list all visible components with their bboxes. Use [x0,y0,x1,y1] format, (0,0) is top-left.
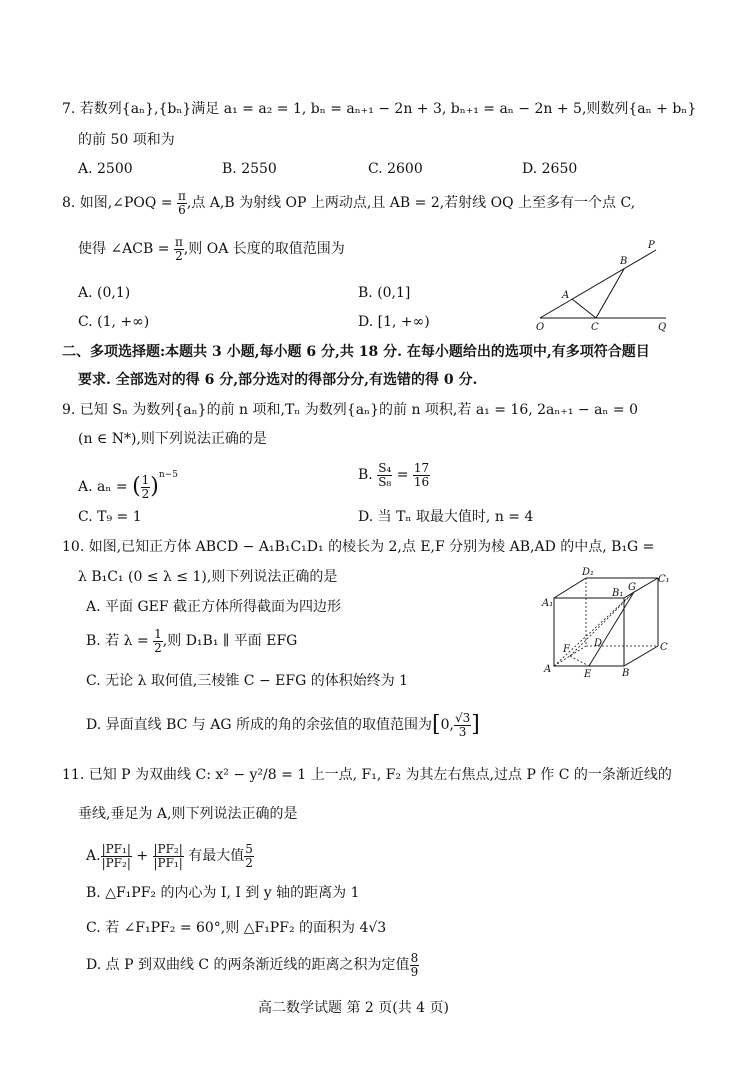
q8-stem-start: 8. 如图,∠POQ = [62,195,173,212]
q11-option-d [86,950,419,980]
edge-a1d1 [554,578,586,598]
q11-a-f2-numerator: |PF₂| [153,841,183,856]
label-q: Q [658,322,667,332]
q7-option-b: B. 2550 [222,161,277,177]
q7-stem-line1: 7. 若数列{aₙ},{bₙ}满足 a₁ = a₂ = 1, bₙ = aₙ₊₁ − 2n + 3, bₙ₊₁ = aₙ − 2n + 5,则数列{aₙ + bₙ} [62,101,697,117]
q9-b-left-numerator: S₄ [378,460,392,475]
q9-option-a-fraction [141,474,151,500]
label-a: A [544,664,552,675]
label-b1: B₁ [612,588,624,599]
q11-a-max-denominator: 2 [245,855,253,870]
q9-a-numerator: 1 [141,472,150,487]
q9-a-denominator: 2 [141,486,150,501]
q9-b-left-fraction [377,462,392,488]
q10-option-d [86,710,480,740]
q11-a-max-numerator: 5 [245,841,253,856]
line-eg [589,592,634,666]
label-c1: C₁ [658,574,670,585]
q8-figure [528,236,678,332]
q9-option-c: C. T₉ = 1 [78,509,142,525]
q10-d-fraction [454,712,471,738]
q10-d-denominator: 3 [458,724,467,739]
q11-d-fraction [410,952,420,978]
segment-bc [596,269,624,318]
q10-d-right-bracket: ] [471,712,480,737]
q8-stem2-start: 使得 ∠ACB = [78,241,170,258]
q8-right-numerator: π [174,235,183,249]
label-c: C [660,642,668,653]
cube-front-face [554,598,624,666]
section2-heading-line1: 二、多项选择题:本题共 3 小题,每小题 6 分,共 18 分. 在每小题给出的选项中,有多项符合题目 [62,344,650,360]
q10-b-start: B. 若 λ = [86,633,149,650]
q10-d-zero: 0, [440,717,454,733]
q8-right-angle-fraction [174,236,184,262]
q10-b-rest: ,则 D₁B₁ ∥ 平面 EFG [162,633,298,650]
q11-a-plus: + [136,848,149,864]
q11-a-text: 有最大值 [188,848,245,864]
q9-a-exponent: n−5 [158,470,178,480]
label-a: A [562,290,570,301]
label-f: F [563,644,570,655]
q8-stem2-rest: ,则 OA 长度的取值范围为 [183,241,345,258]
label-g: G [628,582,636,593]
line-ef [570,656,589,666]
q8-stem-line2 [78,236,345,262]
q10-b-denominator: 2 [154,640,162,655]
section2-heading-line2: 要求. 全部选对的得 6 分,部分选对的得部分分,有选错的得 0 分. [78,372,478,388]
q7-stem-line2: 的前 50 项和为 [78,132,175,148]
label-c: C [591,322,599,332]
q11-a-f1-numerator: |PF₁| [101,841,131,856]
q9-b-right-fraction [413,462,430,488]
q9-b-right-denominator: 16 [413,474,430,489]
q10-option-c: C. 无论 λ 取何值,三棱锥 C − EFG 的体积始终为 1 [86,673,409,689]
q10-cube-figure [540,566,675,678]
q11-d-denominator: 9 [410,964,419,979]
label-o: O [536,322,545,332]
q11-stem-line1: 11. 已知 P 为双曲线 C: x² − y²/8 = 1 上一点, F₁, F₂ 为其左右焦点,过点 P 作 C 的一条渐近线的 [62,767,672,783]
label-e: E [584,669,592,678]
q11-option-b: B. △F₁PF₂ 的内心为 I, I 到 y 轴的距离为 1 [86,885,360,901]
q11-option-c: C. 若 ∠F₁PF₂ = 60°,则 △F₁PF₂ 的面积为 4√3 [86,920,387,936]
q9-b-left-denominator: S₈ [378,474,392,489]
q11-d-text: D. 点 P 到双曲线 C 的两条渐近线的距离之积为定值 [86,957,410,973]
q10-d-left-bracket: [ [431,712,441,737]
q8-right-denominator: 2 [175,248,183,263]
q9-option-a: A. aₙ = ( $\frac{1}{2}$ )$^{n-5}$ [78,470,178,501]
q8-angle-denominator: 6 [178,202,186,217]
q8-angle-numerator: π [178,189,186,203]
q10-option-b [86,628,297,654]
page-footer: 高二数学试题 第 2 页(共 4 页) [258,1000,449,1016]
q11-a-max-fraction [244,843,254,869]
label-b: B [620,256,628,267]
q9-stem-line1: 9. 已知 Sₙ 为数列{aₙ}的前 n 项和,Tₙ 为数列{aₙ}的前 n 项积,若 a₁ = 16, 2aₙ₊₁ − aₙ = 0 [62,402,639,418]
q10-option-a: A. 平面 GEF 截正方体所得截面为四边形 [86,599,342,615]
ray-op [540,250,656,318]
q9-option-b-prefix: B. [358,467,373,483]
label-d1: D₁ [582,567,595,578]
q7-option-d: D. 2650 [522,161,578,177]
q11-stem-line2: 垂线,垂足为 A,则下列说法正确的是 [78,806,298,822]
q9-option-a-prefix: A. aₙ = [78,479,128,495]
q10-stem-line1: 10. 如图,已知正方体 ABCD − A₁B₁C₁D₁ 的棱长为 2,点 E,F 分别为棱 AB,AD 的中点, B₁G = [62,539,655,555]
q10-d-text: D. 异面直线 BC 与 AG 所成的角的余弦值的取值范围为 [86,717,432,733]
label-b: B [622,668,630,678]
q11-a-f1-denominator: |PF₂| [101,855,131,870]
label-d: D [594,638,603,649]
q11-a-f2-denominator: |PF₁| [153,855,183,870]
q9-b-equals: = [396,467,409,483]
q11-option-a [86,840,254,872]
q8-option-c: C. (1, +∞) [78,314,150,330]
q8-angle-fraction [177,190,187,216]
q10-d-numerator: √3 [454,710,471,725]
label-p: P [648,240,655,251]
q8-option-a: A. (0,1) [78,285,131,301]
q8-option-d: D. [1, +∞) [358,314,430,330]
q8-stem-line1 [62,190,635,216]
segment-ac [572,299,596,318]
q8-option-b: B. (0,1] [358,285,411,301]
label-a1: A₁ [542,598,554,609]
q11-a-prefix: A. [86,848,101,864]
q9-stem-line2: (n ∈ N*),则下列说法正确的是 [78,431,267,447]
edge-bc [624,646,658,666]
q9-b-right-numerator: 17 [413,460,430,475]
q8-stem-rest: ,点 A,B 为射线 OP 上两动点,且 AB = 2,若射线 OQ 上至多有一个点 C, [186,195,636,212]
q7-option-c: C. 2600 [368,161,423,177]
q9-option-d: D. 当 Tₙ 取最大值时, n = 4 [358,509,534,525]
q9-option-b [358,460,430,490]
q11-d-numerator: 8 [410,950,419,965]
q7-option-a: A. 2500 [78,161,133,177]
q11-a-fraction1 [101,843,132,869]
q10-b-numerator: 1 [154,627,162,641]
q10-stem-line2: λ B₁C₁ (0 ≤ λ ≤ 1),则下列说法正确的是 [78,569,338,585]
q10-b-fraction [153,628,163,654]
q11-a-fraction2 [153,843,184,869]
